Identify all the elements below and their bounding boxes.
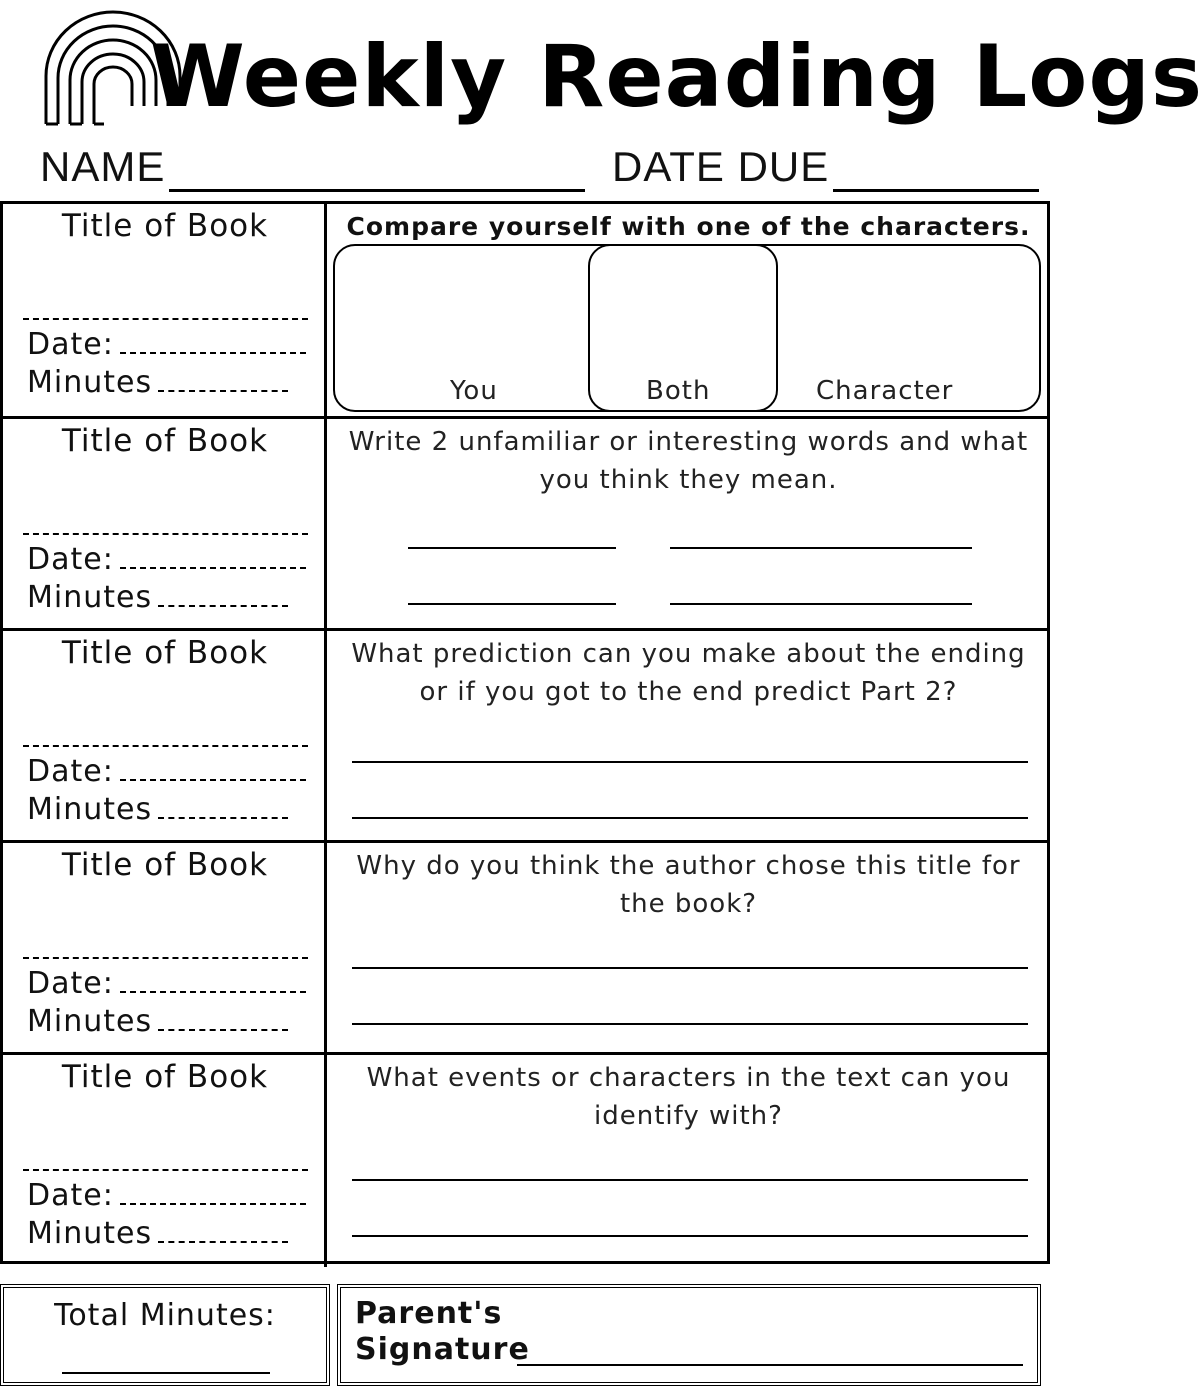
name-field[interactable] <box>40 142 585 192</box>
book-title-line[interactable] <box>23 1169 308 1171</box>
date-due-field[interactable] <box>612 142 1039 192</box>
minutes-field[interactable]: Minutes <box>27 1217 288 1251</box>
book-title-line[interactable] <box>23 533 308 535</box>
answer-line[interactable] <box>352 967 1028 969</box>
answer-line[interactable] <box>352 761 1028 763</box>
prompt-text: Why do you think the author chose this title for the book? <box>356 851 1021 919</box>
date-field[interactable]: Date: <box>27 755 306 789</box>
log-row <box>3 840 1047 1055</box>
parent-signature-box <box>337 1284 1041 1386</box>
date-field[interactable]: Date: <box>27 967 306 1001</box>
date-due-label: DATE DUE <box>612 143 830 190</box>
book-entry <box>3 631 327 843</box>
book-title-line[interactable] <box>23 318 308 320</box>
prompt-text: What prediction can you make about the ending or if you got to the end predict Part 2? <box>351 639 1026 707</box>
total-minutes-box <box>0 1284 330 1386</box>
answer-line[interactable] <box>352 1235 1028 1237</box>
name-label: NAME <box>40 143 166 190</box>
venn-label-you: You <box>450 376 498 406</box>
date-field[interactable]: Date: <box>27 1179 306 1213</box>
book-title-label: Title of Book <box>61 847 269 883</box>
log-row <box>3 1052 1047 1267</box>
word-line[interactable] <box>408 603 616 605</box>
prompt-text: What events or characters in the text can you identify with? <box>366 1063 1011 1131</box>
book-title-label: Title of Book <box>61 635 269 671</box>
date-field[interactable]: Date: <box>27 328 306 362</box>
total-minutes-line[interactable] <box>62 1372 270 1374</box>
parent-signature-label: Parent's Signature <box>355 1296 530 1367</box>
prompt-cell <box>330 843 1047 1055</box>
prompt-cell <box>330 1055 1047 1267</box>
total-minutes-label: Total Minutes: <box>54 1298 276 1333</box>
book-entry <box>3 843 327 1055</box>
prompt-text: Compare yourself with one of the characters. <box>346 212 1031 241</box>
book-title-label: Title of Book <box>61 423 269 459</box>
minutes-field[interactable]: Minutes <box>27 1005 288 1039</box>
log-row <box>3 204 1047 416</box>
answer-line[interactable] <box>352 1179 1028 1181</box>
log-row <box>3 416 1047 631</box>
book-entry <box>3 419 327 631</box>
book-title-line[interactable] <box>23 745 308 747</box>
book-title-label: Title of Book <box>61 208 269 244</box>
signature-line[interactable] <box>517 1364 1023 1366</box>
book-entry <box>3 1055 327 1267</box>
book-title-line[interactable] <box>23 957 308 959</box>
answer-line[interactable] <box>352 1023 1028 1025</box>
name-line[interactable] <box>169 149 585 192</box>
venn-label-both: Both <box>646 376 711 406</box>
reading-log-table <box>0 201 1050 1264</box>
meaning-line[interactable] <box>670 603 972 605</box>
minutes-field[interactable]: Minutes <box>27 581 288 615</box>
answer-line[interactable] <box>352 817 1028 819</box>
prompt-text: Write 2 unfamiliar or interesting words and what you think they mean. <box>348 427 1029 495</box>
date-due-line[interactable] <box>833 149 1039 192</box>
book-entry <box>3 204 327 416</box>
meaning-line[interactable] <box>670 547 972 549</box>
prompt-cell <box>330 419 1047 631</box>
venn-label-character: Character <box>816 376 954 406</box>
log-row <box>3 628 1047 843</box>
page-title: Weekly Reading Logs <box>150 27 1203 127</box>
minutes-field[interactable]: Minutes <box>27 793 288 827</box>
date-field[interactable]: Date: <box>27 543 306 577</box>
book-title-label: Title of Book <box>61 1059 269 1095</box>
minutes-field[interactable]: Minutes <box>27 366 288 400</box>
prompt-cell <box>330 204 1047 416</box>
word-line[interactable] <box>408 547 616 549</box>
prompt-cell <box>330 631 1047 843</box>
